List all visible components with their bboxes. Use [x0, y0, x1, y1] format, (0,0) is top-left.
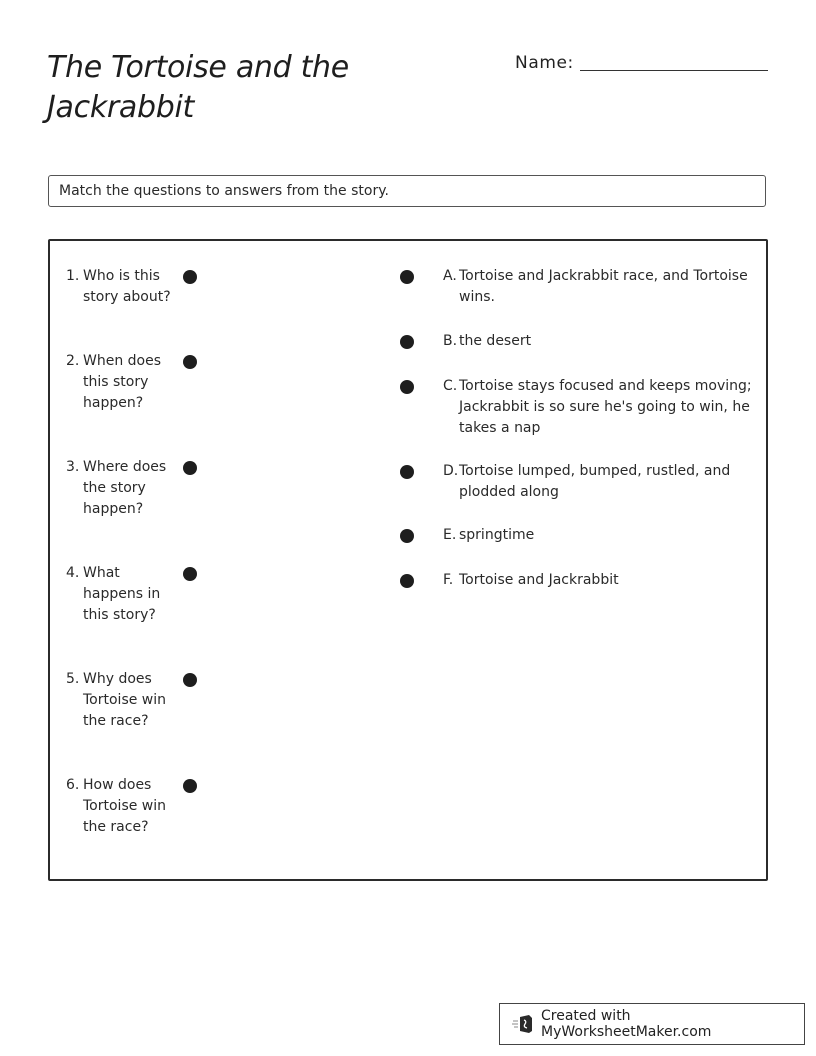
- question-item: [66, 563, 176, 626]
- answer-text: Tortoise stays focused and keeps moving; Jackrabbit is so sure he's going to win, he takes a nap: [459, 378, 752, 436]
- answer-match-dot[interactable]: [400, 465, 414, 479]
- question-match-dot[interactable]: [183, 355, 197, 369]
- answer-item: [443, 331, 753, 352]
- answer-letter: B.: [443, 333, 458, 349]
- answer-match-dot[interactable]: [400, 335, 414, 349]
- answer-item: [443, 461, 753, 503]
- question-match-dot[interactable]: [183, 461, 197, 475]
- answer-letter: C.: [443, 378, 458, 394]
- answer-letter: D.: [443, 463, 459, 479]
- instructions-box: [48, 175, 766, 207]
- matching-area: [48, 239, 768, 881]
- question-text: Where does the story happen?: [83, 459, 167, 517]
- question-text: How does Tortoise win the race?: [83, 777, 167, 835]
- answer-item: [443, 570, 753, 591]
- question-match-dot[interactable]: [183, 779, 197, 793]
- answer-letter: A.: [443, 268, 457, 284]
- question-number: 5.: [66, 671, 80, 687]
- answer-letter: F.: [443, 572, 454, 588]
- question-number: 1.: [66, 268, 80, 284]
- question-text: Who is this story about?: [83, 268, 171, 305]
- footer-credit-box[interactable]: [499, 1003, 805, 1045]
- name-blank-line: [580, 69, 768, 71]
- answer-item: [443, 525, 753, 546]
- name-label: Name:: [515, 53, 574, 73]
- answer-match-dot[interactable]: [400, 529, 414, 543]
- question-number: 6.: [66, 777, 80, 793]
- answer-match-dot[interactable]: [400, 270, 414, 284]
- answer-text: springtime: [459, 527, 535, 543]
- question-item: [66, 351, 176, 414]
- question-match-dot[interactable]: [183, 270, 197, 284]
- worksheet-title: The Tortoise and the Jackrabbit: [47, 50, 349, 125]
- answer-match-dot[interactable]: [400, 574, 414, 588]
- question-text: When does this story happen?: [83, 353, 162, 411]
- question-number: 3.: [66, 459, 80, 475]
- answer-match-dot[interactable]: [400, 380, 414, 394]
- answer-text: Tortoise lumped, bumped, rustled, and plodded along: [459, 463, 731, 500]
- question-match-dot[interactable]: [183, 673, 197, 687]
- answer-text: Tortoise and Jackrabbit: [459, 572, 619, 588]
- question-match-dot[interactable]: [183, 567, 197, 581]
- question-item: [66, 669, 176, 732]
- question-item: [66, 457, 176, 520]
- question-number: 2.: [66, 353, 80, 369]
- worksheet-maker-logo-icon: [512, 1014, 534, 1034]
- question-text: Why does Tortoise win the race?: [83, 671, 167, 729]
- answer-item: [443, 376, 753, 439]
- question-text: What happens in this story?: [83, 565, 161, 623]
- answer-text: the desert: [459, 333, 532, 349]
- answer-item: [443, 266, 753, 308]
- question-item: [66, 775, 176, 838]
- instructions-text: Match the questions to answers from the story.: [59, 183, 389, 199]
- answer-letter: E.: [443, 527, 457, 543]
- question-item: [66, 266, 176, 308]
- footer-credit-text: Created with MyWorksheetMaker.com: [541, 1008, 712, 1040]
- question-number: 4.: [66, 565, 80, 581]
- name-field: [515, 52, 768, 74]
- answer-text: Tortoise and Jackrabbit race, and Tortoise wins.: [459, 268, 748, 305]
